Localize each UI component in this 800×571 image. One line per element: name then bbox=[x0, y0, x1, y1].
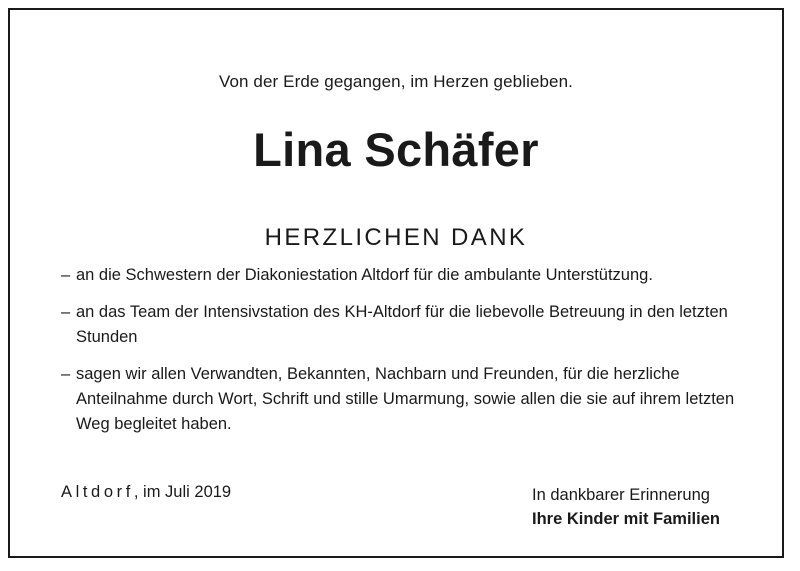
thanks-list bbox=[61, 263, 761, 449]
deceased-name: Lina Schäfer bbox=[253, 123, 539, 176]
thanks-item-text: an das Team der Intensivstation des KH-Altdorf für die liebevolle Betreuung in den letzten Stunden bbox=[76, 303, 728, 346]
thanks-item bbox=[61, 263, 761, 288]
dash-marker: – bbox=[61, 266, 71, 284]
signature-block bbox=[532, 483, 720, 531]
date-text: , im Juli 2019 bbox=[133, 483, 232, 501]
dash-marker: – bbox=[61, 303, 71, 321]
obituary-notice bbox=[8, 8, 784, 558]
thanks-item bbox=[61, 362, 761, 437]
thanks-item-text: an die Schwestern der Diakoniestation Altdorf für die ambulante Unterstützung. bbox=[76, 266, 653, 284]
motto: Von der Erde gegangen, im Herzen geblieben. bbox=[219, 72, 573, 91]
place-name: Altdorf bbox=[61, 483, 134, 501]
dash-marker: – bbox=[61, 365, 71, 383]
place-date-line bbox=[61, 483, 231, 502]
thanks-item-text: sagen wir allen Verwandten, Bekannten, Nachbarn und Freunden, für die herzliche Anteilnahme durch Wort, Schrift und stille Umarmung, sowie allen die sie auf ihrem letzten Weg begleitet haben. bbox=[76, 365, 735, 433]
signature-text: Ihre Kinder mit Familien bbox=[532, 510, 720, 528]
thanks-item bbox=[61, 300, 761, 350]
thanks-heading: HERZLICHEN DANK bbox=[264, 224, 528, 251]
closing-text: In dankbarer Erinnerung bbox=[532, 486, 710, 504]
